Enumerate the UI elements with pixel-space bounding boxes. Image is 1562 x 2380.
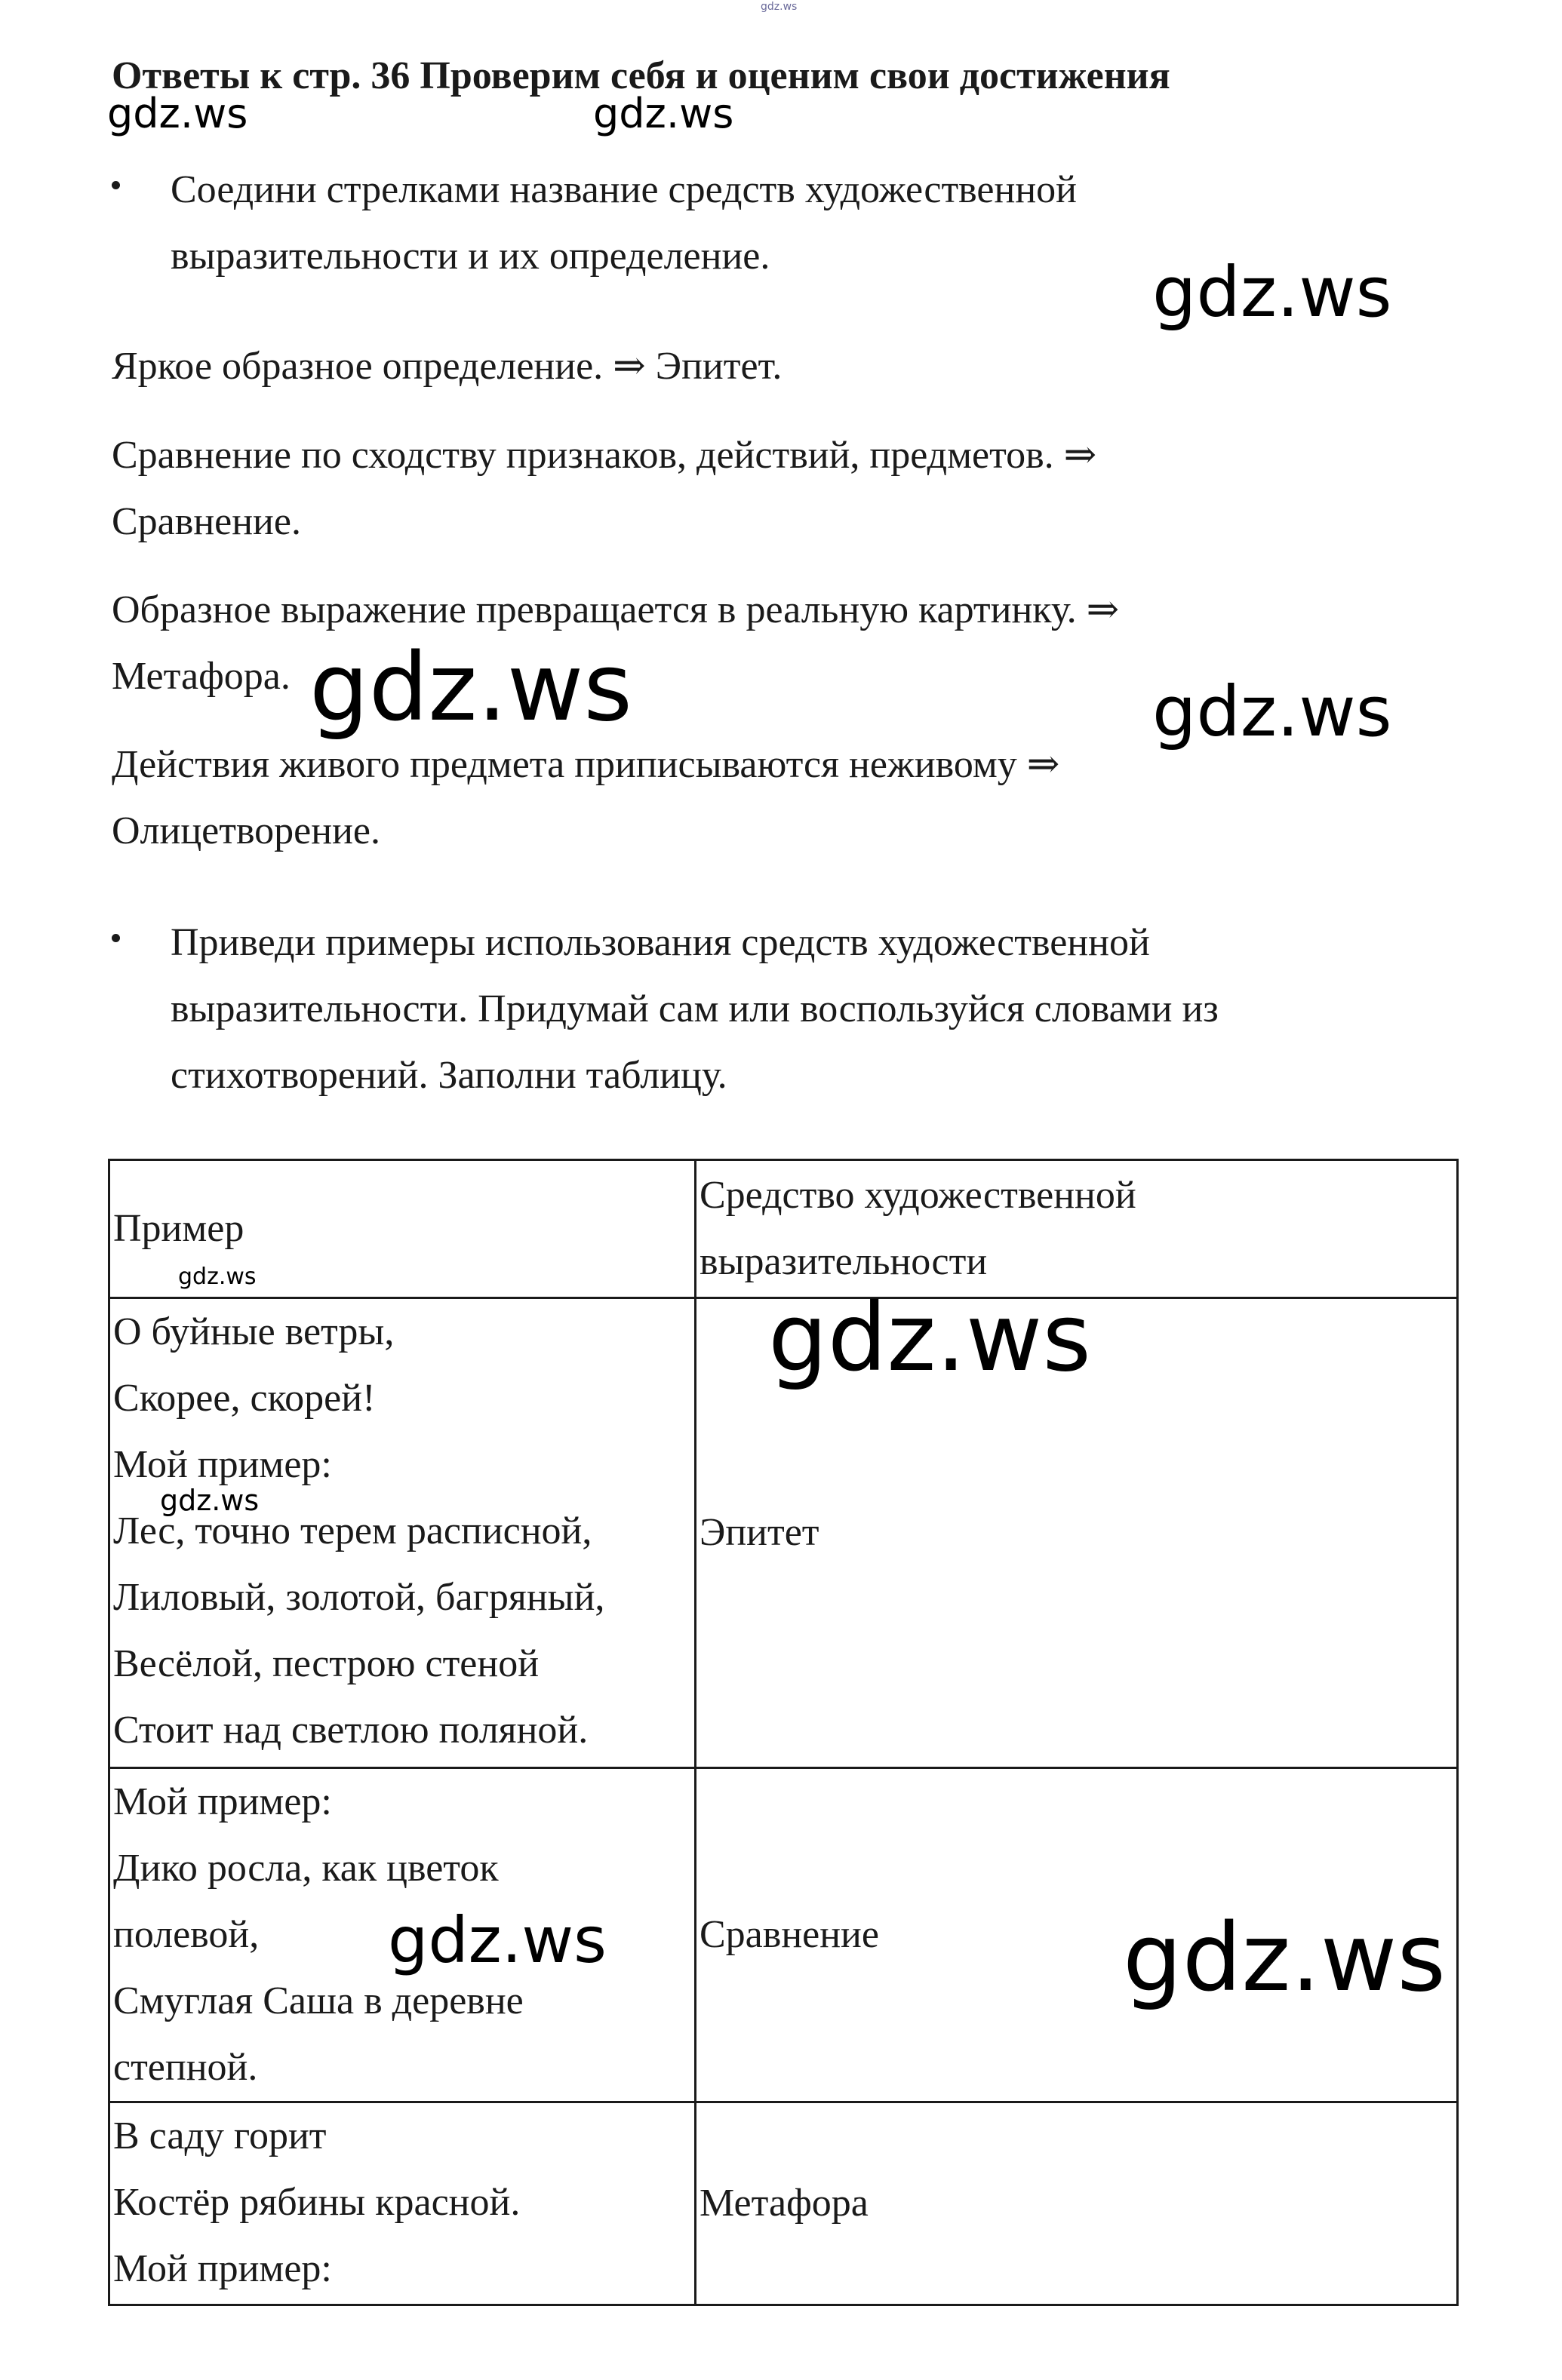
watermark: gdz.ws [107, 90, 248, 137]
top-watermark: gdz.ws [761, 1, 798, 13]
watermark: gdz.ws [768, 1284, 1091, 1393]
text-line: Яркое образное определение. ⇒ Эпитет. [112, 345, 783, 388]
watermark: gdz.ws [1123, 1904, 1446, 2013]
text-line: Приведи примеры использования средств художественной [171, 921, 1150, 964]
text-line: Костёр рябины красной. [113, 2181, 521, 2224]
example-cell [109, 1298, 696, 1768]
text-line: Средство художественной [700, 1174, 1136, 1217]
text-line: Мой пример: [113, 1780, 332, 1823]
text-line: Сравнение по сходству признаков, действий, предметов. ⇒ [112, 434, 1097, 477]
table-header-row [109, 1160, 1458, 1298]
device-cell [696, 2102, 1458, 2305]
text-line: Скорее, скорей! [113, 1377, 376, 1420]
device-label: Метафора [700, 2182, 869, 2225]
task-2-text [171, 910, 1468, 1109]
device-label: Сравнение [700, 1913, 879, 1956]
text-line: Дико росла, как цветок [113, 1847, 499, 1890]
text-line: Лес, точно терем расписной, [113, 1509, 592, 1552]
device-label: Эпитет [700, 1511, 819, 1554]
text-line: Мой пример: [113, 1443, 332, 1486]
text-line: Смуглая Саша в деревне [113, 1979, 524, 2022]
text-line: стихотворений. Заполни таблицу. [171, 1054, 727, 1097]
text-line: Метафора. [112, 655, 291, 698]
text-line: Мой пример: [113, 2247, 332, 2290]
match-2 [112, 422, 1470, 555]
bullet-icon [112, 934, 120, 942]
text-line: Олицетворение. [112, 809, 380, 852]
header-example-label: Пример [113, 1207, 244, 1250]
header-device [696, 1160, 1458, 1298]
example-cell [109, 2102, 696, 2305]
watermark: gdz.ws [593, 90, 734, 137]
text-line: Лиловый, золотой, багряный, [113, 1576, 605, 1619]
text-line: В саду горит [113, 2114, 327, 2157]
watermark: gdz.ws [388, 1903, 607, 1977]
text-line: выразительности [700, 1240, 988, 1283]
text-line: Соедини стрелками название средств художественной [171, 168, 1077, 211]
text-line: Весёлой, пестрою стеной [113, 1642, 540, 1685]
watermark: gdz.ws [1152, 671, 1392, 752]
text-line: полевой, [113, 1913, 260, 1956]
table-row [109, 2102, 1458, 2305]
match-1 [112, 333, 1470, 400]
text-line: Сравнение. [112, 500, 301, 543]
text-line: О буйные ветры, [113, 1310, 395, 1353]
text-line: Действия живого предмета приписываются неживому ⇒ [112, 743, 1060, 786]
text-line: выразительности. Придумай сам или воспользуйся словами из [171, 987, 1219, 1030]
watermark: gdz.ws [160, 1484, 260, 1517]
text-line: Образное выражение превращается в реальную картинку. ⇒ [112, 588, 1120, 631]
text-line: выразительности и их определение. [171, 235, 770, 278]
text-line: Стоит над светлою поляной. [113, 1709, 589, 1752]
watermark: gdz.ws [178, 1264, 257, 1290]
watermark: gdz.ws [1152, 252, 1392, 333]
page-title: Ответы к стр. 36 Проверим себя и оценим свои достижения [112, 54, 1170, 97]
watermark: gdz.ws [309, 634, 632, 742]
text-line: степной. [113, 2046, 258, 2089]
bullet-icon [112, 181, 120, 189]
